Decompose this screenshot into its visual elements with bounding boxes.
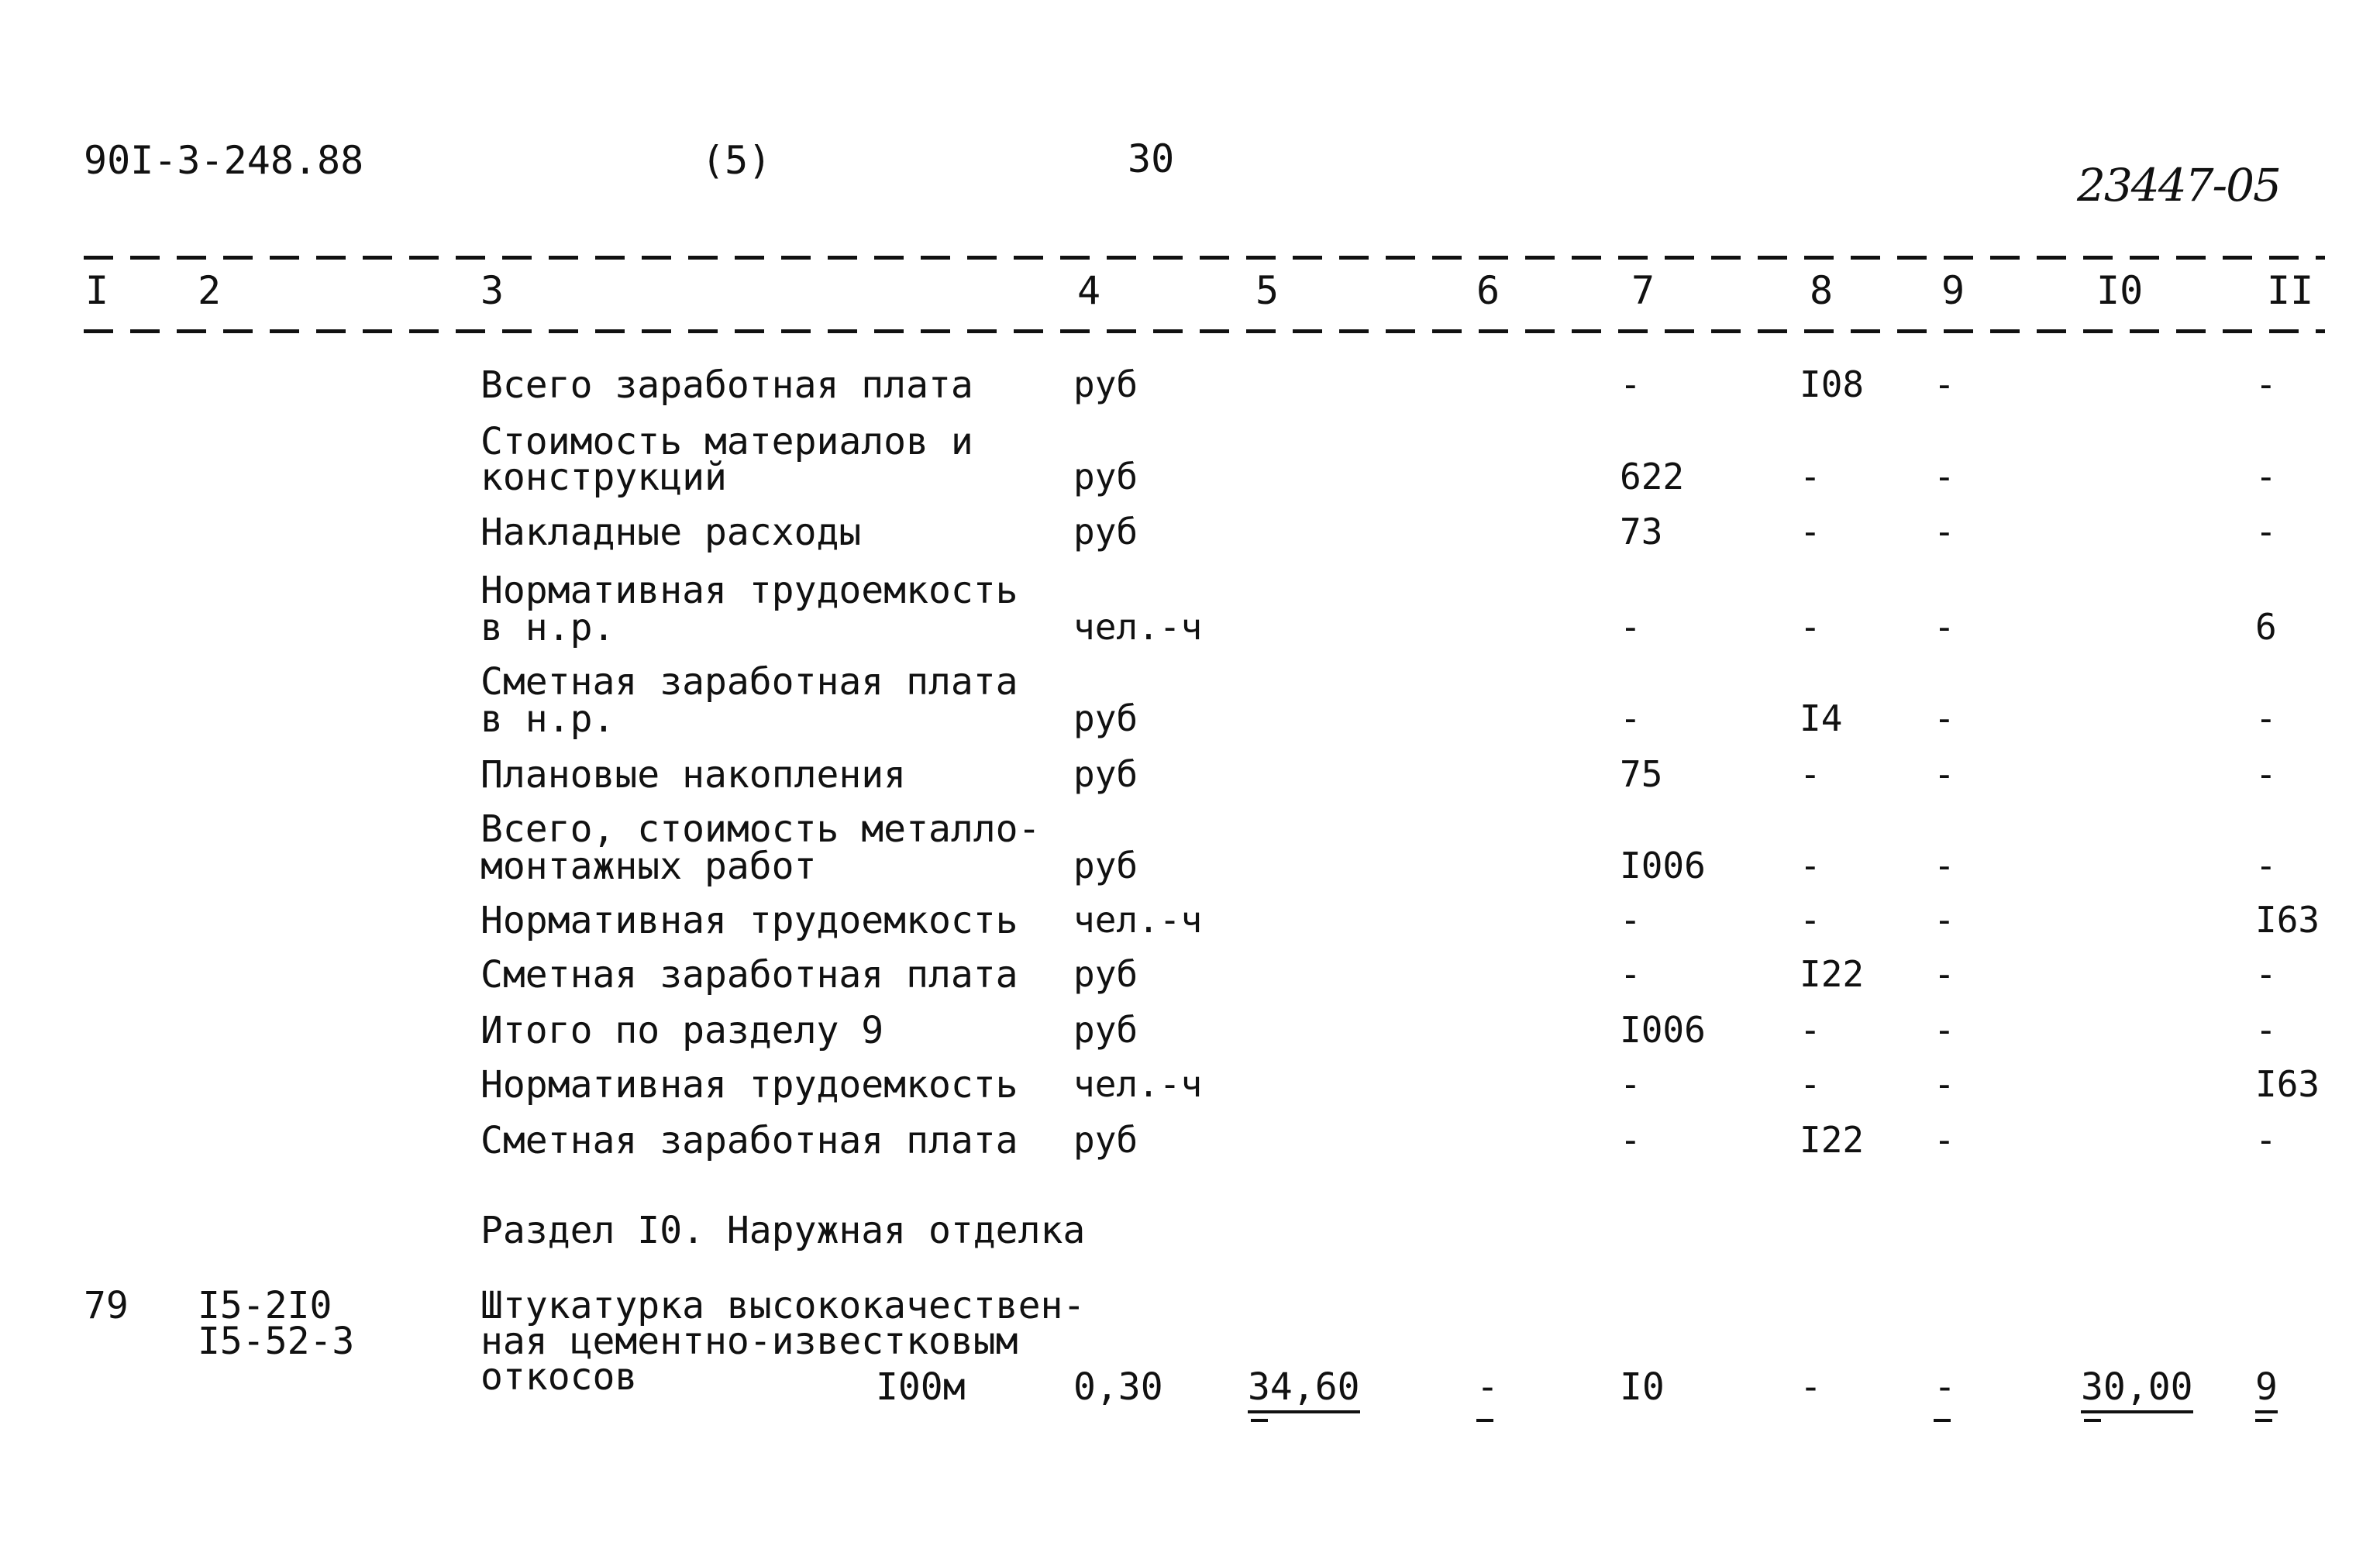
row-description: Сметная заработная плата — [480, 1119, 1018, 1162]
row-col9: - — [1934, 511, 1955, 553]
row-col8: - — [1800, 456, 1821, 497]
column-header-2: 2 — [198, 268, 222, 313]
row-description-line2: в н.р. — [480, 606, 615, 649]
row-col9: - — [1934, 456, 1955, 497]
row-col9: - — [1934, 953, 1955, 995]
row-description-line2: в н.р. — [480, 697, 615, 741]
row-col9: - — [1934, 1063, 1955, 1105]
row-col8: - — [1800, 845, 1821, 886]
item-col6-tick — [1476, 1419, 1493, 1422]
row-col9: - — [1934, 363, 1955, 405]
row-col9: - — [1934, 845, 1955, 886]
row-col11: - — [2255, 456, 2277, 497]
row-description: Нормативная трудоемкость — [480, 1063, 1018, 1107]
row-col7: - — [1620, 953, 1641, 995]
row-col9: - — [1934, 899, 1955, 941]
inventory-number: 23447-05 — [2077, 159, 2280, 212]
row-col11: 6 — [2255, 606, 2277, 648]
row-col8: - — [1800, 899, 1821, 941]
item-col9-value: - — [1934, 1365, 1956, 1409]
item-code-2: I5-52-3 — [198, 1320, 355, 1363]
row-description: Всего, стоимость металло- — [480, 807, 1041, 851]
row-col11: - — [2255, 511, 2277, 553]
item-col4: 0,30 — [1073, 1365, 1163, 1409]
row-col7: 622 — [1620, 456, 1685, 497]
row-description: Сметная заработная плата — [480, 660, 1018, 704]
item-col5 — [1248, 1365, 1360, 1409]
row-col7: - — [1620, 899, 1641, 941]
row-col8: - — [1800, 606, 1821, 648]
row-description: Плановые накопления — [480, 753, 907, 797]
item-col9 — [1934, 1365, 1956, 1409]
row-unit: руб — [1073, 363, 1138, 405]
row-col7: - — [1620, 606, 1641, 648]
row-unit: руб — [1073, 845, 1138, 886]
item-col11 — [2255, 1365, 2278, 1409]
item-description-line3: откосов — [480, 1355, 638, 1399]
row-col7: - — [1620, 363, 1641, 405]
row-col11: - — [2255, 753, 2277, 795]
row-unit: чел.-ч — [1073, 606, 1203, 648]
row-description: Сметная заработная плата — [480, 953, 1018, 997]
row-col8: - — [1800, 753, 1821, 795]
row-col8: I22 — [1800, 953, 1865, 995]
row-col7: - — [1620, 1063, 1641, 1105]
column-header-8: 8 — [1810, 268, 1834, 313]
item-col5-tick — [1251, 1419, 1268, 1422]
row-unit: руб — [1073, 1009, 1138, 1051]
row-unit: руб — [1073, 753, 1138, 795]
row-col9: - — [1934, 753, 1955, 795]
column-header-6: 6 — [1476, 268, 1500, 313]
column-header-5: 5 — [1255, 268, 1280, 313]
row-col11: - — [2255, 845, 2277, 886]
row-unit: руб — [1073, 697, 1138, 739]
column-header-7: 7 — [1631, 268, 1655, 313]
row-description: Накладные расходы — [480, 511, 862, 554]
row-col11: I63 — [2255, 1063, 2320, 1105]
item-col7: I0 — [1620, 1365, 1665, 1409]
row-unit: руб — [1073, 456, 1138, 497]
column-header-1: I — [85, 268, 109, 313]
row-col7: 73 — [1620, 511, 1663, 553]
item-col5-value: 34,60 — [1248, 1365, 1360, 1413]
row-description: Итого по разделу 9 — [480, 1009, 884, 1052]
row-col8: - — [1800, 511, 1821, 553]
document-code: 90I-3-248.88 — [84, 138, 364, 183]
row-description-line2: монтажных работ — [480, 845, 817, 888]
column-header-9: 9 — [1941, 268, 1965, 313]
column-header-3: 3 — [480, 268, 505, 313]
page-number: 30 — [1128, 136, 1175, 181]
row-col7: 75 — [1620, 753, 1663, 795]
row-col8: - — [1800, 1063, 1821, 1105]
item-col10-value: 30,00 — [2081, 1365, 2193, 1413]
row-col8: - — [1800, 1009, 1821, 1051]
header-rule-bottom — [84, 329, 2325, 333]
item-description-line1: Штукатурка высококачествен- — [480, 1284, 1086, 1327]
row-col7: I006 — [1620, 1009, 1706, 1051]
item-col10-tick — [2084, 1419, 2101, 1422]
row-col11: I63 — [2255, 899, 2320, 941]
row-unit: чел.-ч — [1073, 1063, 1203, 1105]
header-rule-top — [84, 256, 2325, 260]
row-col9: - — [1934, 1009, 1955, 1051]
item-number: 79 — [84, 1284, 129, 1327]
item-col6-value: - — [1476, 1365, 1499, 1409]
row-description: Стоимость материалов и — [480, 420, 973, 463]
item-unit: I00м — [876, 1365, 966, 1409]
item-col8: - — [1800, 1365, 1822, 1409]
column-header-4: 4 — [1077, 268, 1101, 313]
row-col7: - — [1620, 697, 1641, 739]
item-col11-tick — [2255, 1419, 2272, 1422]
row-description-line2: конструкций — [480, 456, 727, 499]
row-col11: - — [2255, 1009, 2277, 1051]
row-unit: руб — [1073, 1119, 1138, 1161]
row-description: Всего заработная плата — [480, 363, 973, 407]
row-col8: I22 — [1800, 1119, 1865, 1161]
item-col9-tick — [1934, 1419, 1951, 1422]
row-col11: - — [2255, 697, 2277, 739]
item-col6 — [1476, 1365, 1499, 1409]
item-code-1: I5-2I0 — [198, 1284, 332, 1327]
column-header-10: I0 — [2096, 268, 2144, 313]
row-unit: руб — [1073, 511, 1138, 553]
row-col7: - — [1620, 1119, 1641, 1161]
row-col11: - — [2255, 953, 2277, 995]
row-col11: - — [2255, 1119, 2277, 1161]
item-col10 — [2081, 1365, 2193, 1409]
item-description-line2: ная цементно-известковым — [480, 1320, 1018, 1363]
row-col8: I08 — [1800, 363, 1865, 405]
row-col7: I006 — [1620, 845, 1706, 886]
row-col9: - — [1934, 1119, 1955, 1161]
sheet-marker: (5) — [701, 138, 772, 183]
section-title: Раздел I0. Наружная отделка — [480, 1209, 1086, 1252]
row-col8: I4 — [1800, 697, 1843, 739]
row-col9: - — [1934, 606, 1955, 648]
row-col11: - — [2255, 363, 2277, 405]
row-description: Нормативная трудоемкость — [480, 569, 1018, 612]
row-unit: руб — [1073, 953, 1138, 995]
column-header-11: II — [2267, 268, 2314, 313]
item-col11-value: 9 — [2255, 1365, 2278, 1413]
row-col9: - — [1934, 697, 1955, 739]
row-unit: чел.-ч — [1073, 899, 1203, 941]
row-description: Нормативная трудоемкость — [480, 899, 1018, 942]
